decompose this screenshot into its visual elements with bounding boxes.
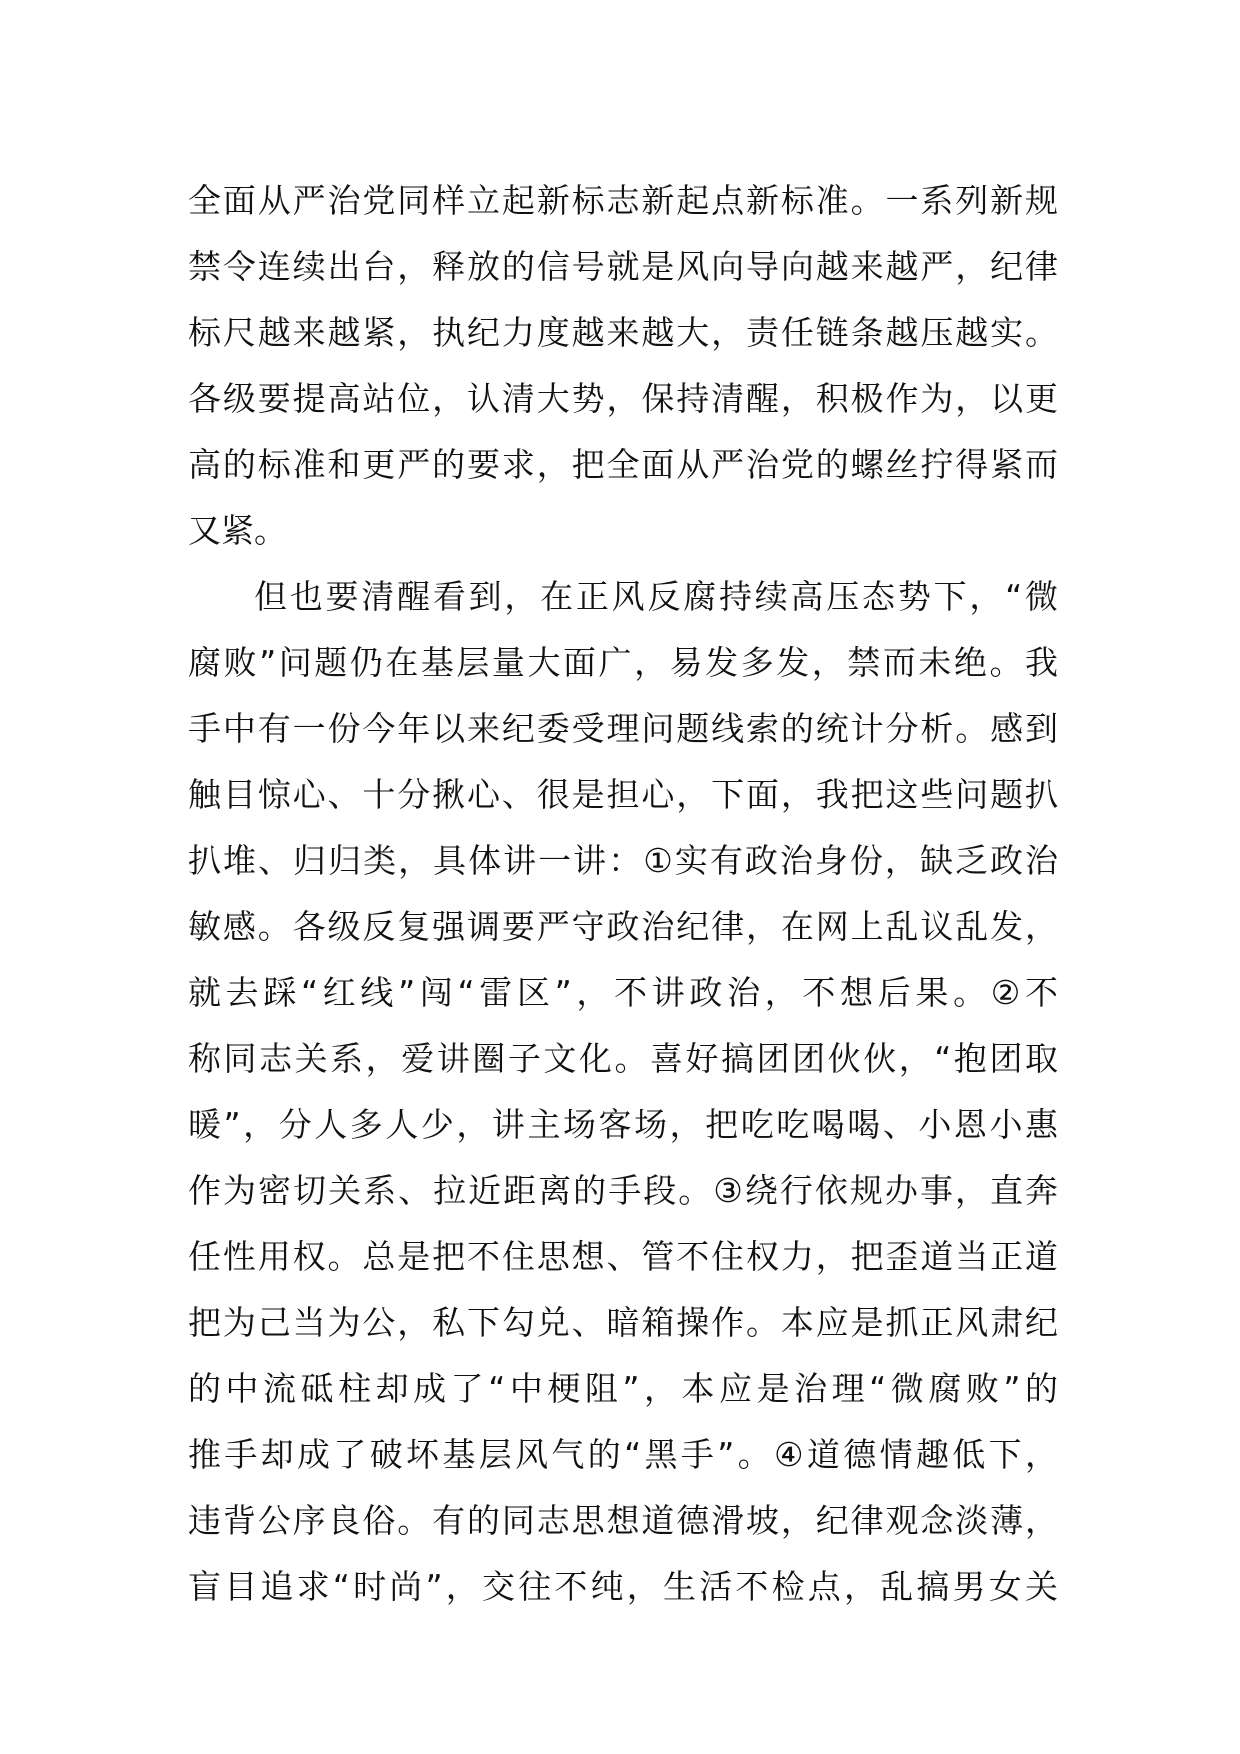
text-line: 把为己当为公，私下勾兑、暗箱操作。本应是抓正风肃纪 [188, 1303, 1058, 1342]
text-line: 扒堆、归归类，具体讲一讲：①实有政治身份，缺乏政治 [188, 841, 1058, 880]
text-line: 任性用权。总是把不住思想、管不住权力，把歪道当正道 [188, 1237, 1058, 1276]
text-line: 标尺越来越紧，执纪力度越来越大，责任链条越压越实。 [188, 313, 1058, 352]
text-line: 作为密切关系、拉近距离的手段。③绕行依规办事，直奔 [188, 1171, 1058, 1210]
text-line: 违背公序良俗。有的同志思想道德滑坡，纪律观念淡薄， [188, 1501, 1058, 1540]
text-line: 暖”，分人多人少，讲主场客场，把吃吃喝喝、小恩小惠 [188, 1105, 1058, 1144]
text-line: 各级要提高站位，认清大势，保持清醒，积极作为，以更 [188, 379, 1058, 418]
text-line: 又紧。 [188, 511, 287, 550]
text-line: 盲目追求“时尚”，交往不纯，生活不检点，乱搞男女关 [188, 1567, 1058, 1606]
text-line: 高的标准和更严的要求，把全面从严治党的螺丝拧得紧而 [188, 445, 1058, 484]
paragraph-first-line: 但也要清醒看到，在正风反腐持续高压态势下，“微 [254, 577, 1058, 616]
text-line: 手中有一份今年以来纪委受理问题线索的统计分析。感到 [188, 709, 1058, 748]
text-line: 推手却成了破坏基层风气的“黑手”。④道德情趣低下， [188, 1435, 1058, 1474]
text-line: 称同志关系，爱讲圈子文化。喜好搞团团伙伙，“抱团取 [188, 1039, 1058, 1078]
text-line: 禁令连续出台，释放的信号就是风向导向越来越严，纪律 [188, 247, 1058, 286]
text-line: 触目惊心、十分揪心、很是担心，下面，我把这些问题扒 [188, 775, 1058, 814]
text-line: 敏感。各级反复强调要严守政治纪律，在网上乱议乱发， [188, 907, 1058, 946]
text-line: 就去踩“红线”闯“雷区”，不讲政治，不想后果。②不 [188, 973, 1058, 1012]
text-line: 全面从严治党同样立起新标志新起点新标准。一系列新规 [188, 181, 1058, 220]
text-line: 的中流砥柱却成了“中梗阻”，本应是治理“微腐败”的 [188, 1369, 1058, 1408]
text-line: 腐败”问题仍在基层量大面广，易发多发，禁而未绝。我 [188, 643, 1058, 682]
